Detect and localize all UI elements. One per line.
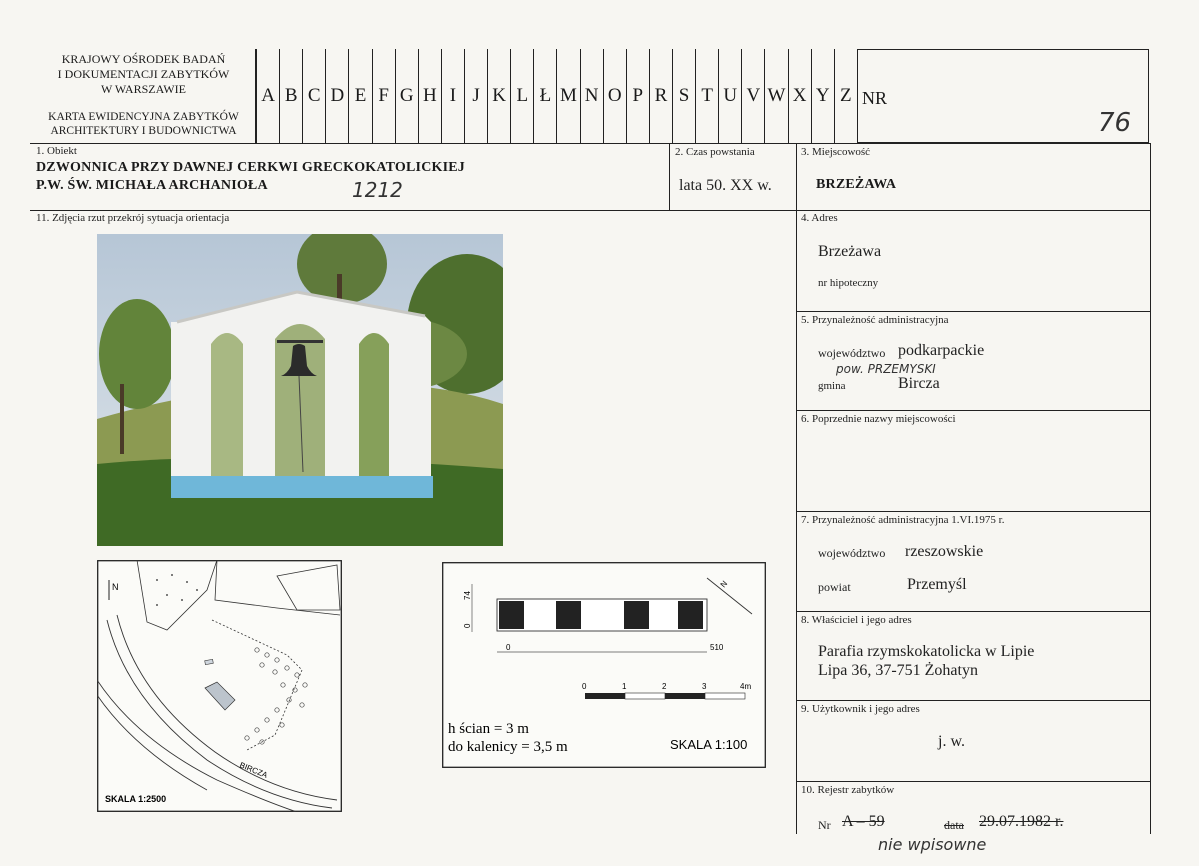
letter-cell-12: Ł [533,49,556,143]
scale-tick-1: 1 [622,682,627,691]
letter-cell-14: N [580,49,603,143]
letter-cell-23: X [788,49,811,143]
letter-cell-7: H [418,49,441,143]
divider [30,210,1150,211]
admin-1975-powiat: Przemyśl [907,576,967,593]
plan-width-dim: 510 [710,643,724,652]
letter-cell-0: A [256,49,279,143]
letter-cell-17: R [649,49,672,143]
institution-line-2: I DOKUMENTACJI ZABYTKÓW [57,67,230,81]
letter-cell-6: G [395,49,418,143]
register-date-label: data [944,818,964,832]
letter-cell-15: O [603,49,626,143]
admin-powiat-handwritten: pow. PRZEMYSKI [836,362,936,376]
letter-cell-16: P [626,49,649,143]
card-title-line-1: KARTA EWIDENCYJNA ZABYTKÓW [48,111,239,123]
place-label: 3. Miejscowość [801,146,871,158]
letter-cell-1: B [279,49,302,143]
divider [796,781,1150,782]
letter-cell-2: C [302,49,325,143]
divider [30,143,1150,144]
letter-cell-4: E [348,49,371,143]
admin-1975-label: 7. Przynależność administracyjna 1.VI.1975 r. [801,514,1005,526]
user-value: j. w. [938,733,965,750]
previous-names-label: 6. Poprzednie nazwy miejscowości [801,413,956,425]
letter-cell-25: Z [834,49,857,143]
plan-north-label: N [718,579,730,590]
object-name-line-2: P.W. ŚW. MICHAŁA ARCHANIOŁA [36,178,268,193]
plan-zero-left: 0 [463,623,472,628]
letter-cell-19: T [695,49,718,143]
scale-tick-3: 3 [702,682,707,691]
date-label: 2. Czas powstania [675,146,755,158]
scale-tick-0: 0 [582,682,587,691]
divider [796,143,797,834]
owner-label: 8. Właściciel i jego adres [801,614,912,626]
card-title-line-2: ARCHITEKTURY I BUDOWNICTWA [50,125,237,137]
letter-cell-9: J [464,49,487,143]
admin-voivodeship: podkarpackie [898,342,985,359]
wall-height: h ścian = 3 m [448,721,529,737]
bell-tower-photo [97,234,503,546]
institution-line-1: KRAJOWY OŚRODEK BADAŃ [61,52,226,66]
divider [796,700,1150,701]
object-handwritten-number: 1212 [352,178,403,202]
admin-1975-voivodeship: rzeszowskie [905,543,984,560]
letter-cell-18: S [672,49,695,143]
institution-line-3: W WARSZAWIE [101,82,186,96]
scale-tick-2: 2 [662,682,667,691]
letter-cell-24: Y [811,49,834,143]
illustrations-label: 11. Zdjęcia rzut przekrój sytuacja orientacja [36,212,230,224]
institution-name [36,52,251,97]
letter-index-row [256,49,857,143]
card-title [36,110,251,138]
address-value: Brzeżawa [818,243,882,260]
register-date-value: 29.07.1982 r. [979,813,1064,830]
admin-label: 5. Przynależność administracyjna [801,314,949,326]
letter-cell-20: U [718,49,741,143]
mortgage-label: nr hipoteczny [818,277,879,289]
divider [796,311,1150,312]
letter-cell-8: I [441,49,464,143]
plan-height-dim: 74 [463,591,472,600]
ridge-height: do kalenicy = 3,5 m [448,739,568,755]
date-value: lata 50. XX w. [679,177,772,194]
divider [796,611,1150,612]
register-nr-value: A – 59 [842,813,885,830]
register-label: 10. Rejestr zabytków [801,784,895,796]
register-handwritten-note: nie wpisowne [878,835,987,854]
scale-tick-4: 4m [740,682,752,691]
divider [255,49,256,143]
divider [796,511,1150,512]
letter-cell-21: V [741,49,764,143]
site-plan-river-label: BIRCZA [238,760,269,780]
floor-plan [442,562,766,768]
admin-gmina: Bircza [898,375,940,392]
admin-1975-voivodeship-label: województwo [818,546,886,560]
letter-cell-22: W [764,49,787,143]
nr-label: NR [862,88,888,108]
letter-cell-10: K [487,49,510,143]
letter-cell-13: M [556,49,579,143]
owner-line-2: Lipa 36, 37-751 Żohatyn [818,662,978,679]
nr-handwritten: 76 [1098,108,1132,138]
user-label: 9. Użytkownik i jego adres [801,703,920,715]
address-label: 4. Adres [801,212,838,224]
divider [796,410,1150,411]
divider [669,143,670,210]
admin-gmina-label: gmina [818,380,846,392]
site-plan-north-label: N [112,582,119,592]
letter-cell-11: L [510,49,533,143]
place-value: BRZEŻAWA [816,177,897,192]
object-label: 1. Obiekt [36,145,77,157]
admin-1975-powiat-label: powiat [818,580,851,594]
register-nr-label: Nr [818,818,831,832]
letter-cell-5: F [372,49,395,143]
admin-voivodeship-label: województwo [818,346,886,360]
owner-line-1: Parafia rzymskokatolicka w Lipie [818,643,1035,660]
plan-width-zero: 0 [506,643,511,652]
divider [1150,143,1151,834]
plan-scale: SKALA 1:100 [670,737,748,752]
site-plan [97,560,342,812]
site-plan-scale: SKALA 1:2500 [105,794,167,804]
letter-cell-3: D [325,49,348,143]
object-name-line-1: DZWONNICA PRZY DAWNEJ CERKWI GRECKOKATOLICKIEJ [36,160,465,175]
